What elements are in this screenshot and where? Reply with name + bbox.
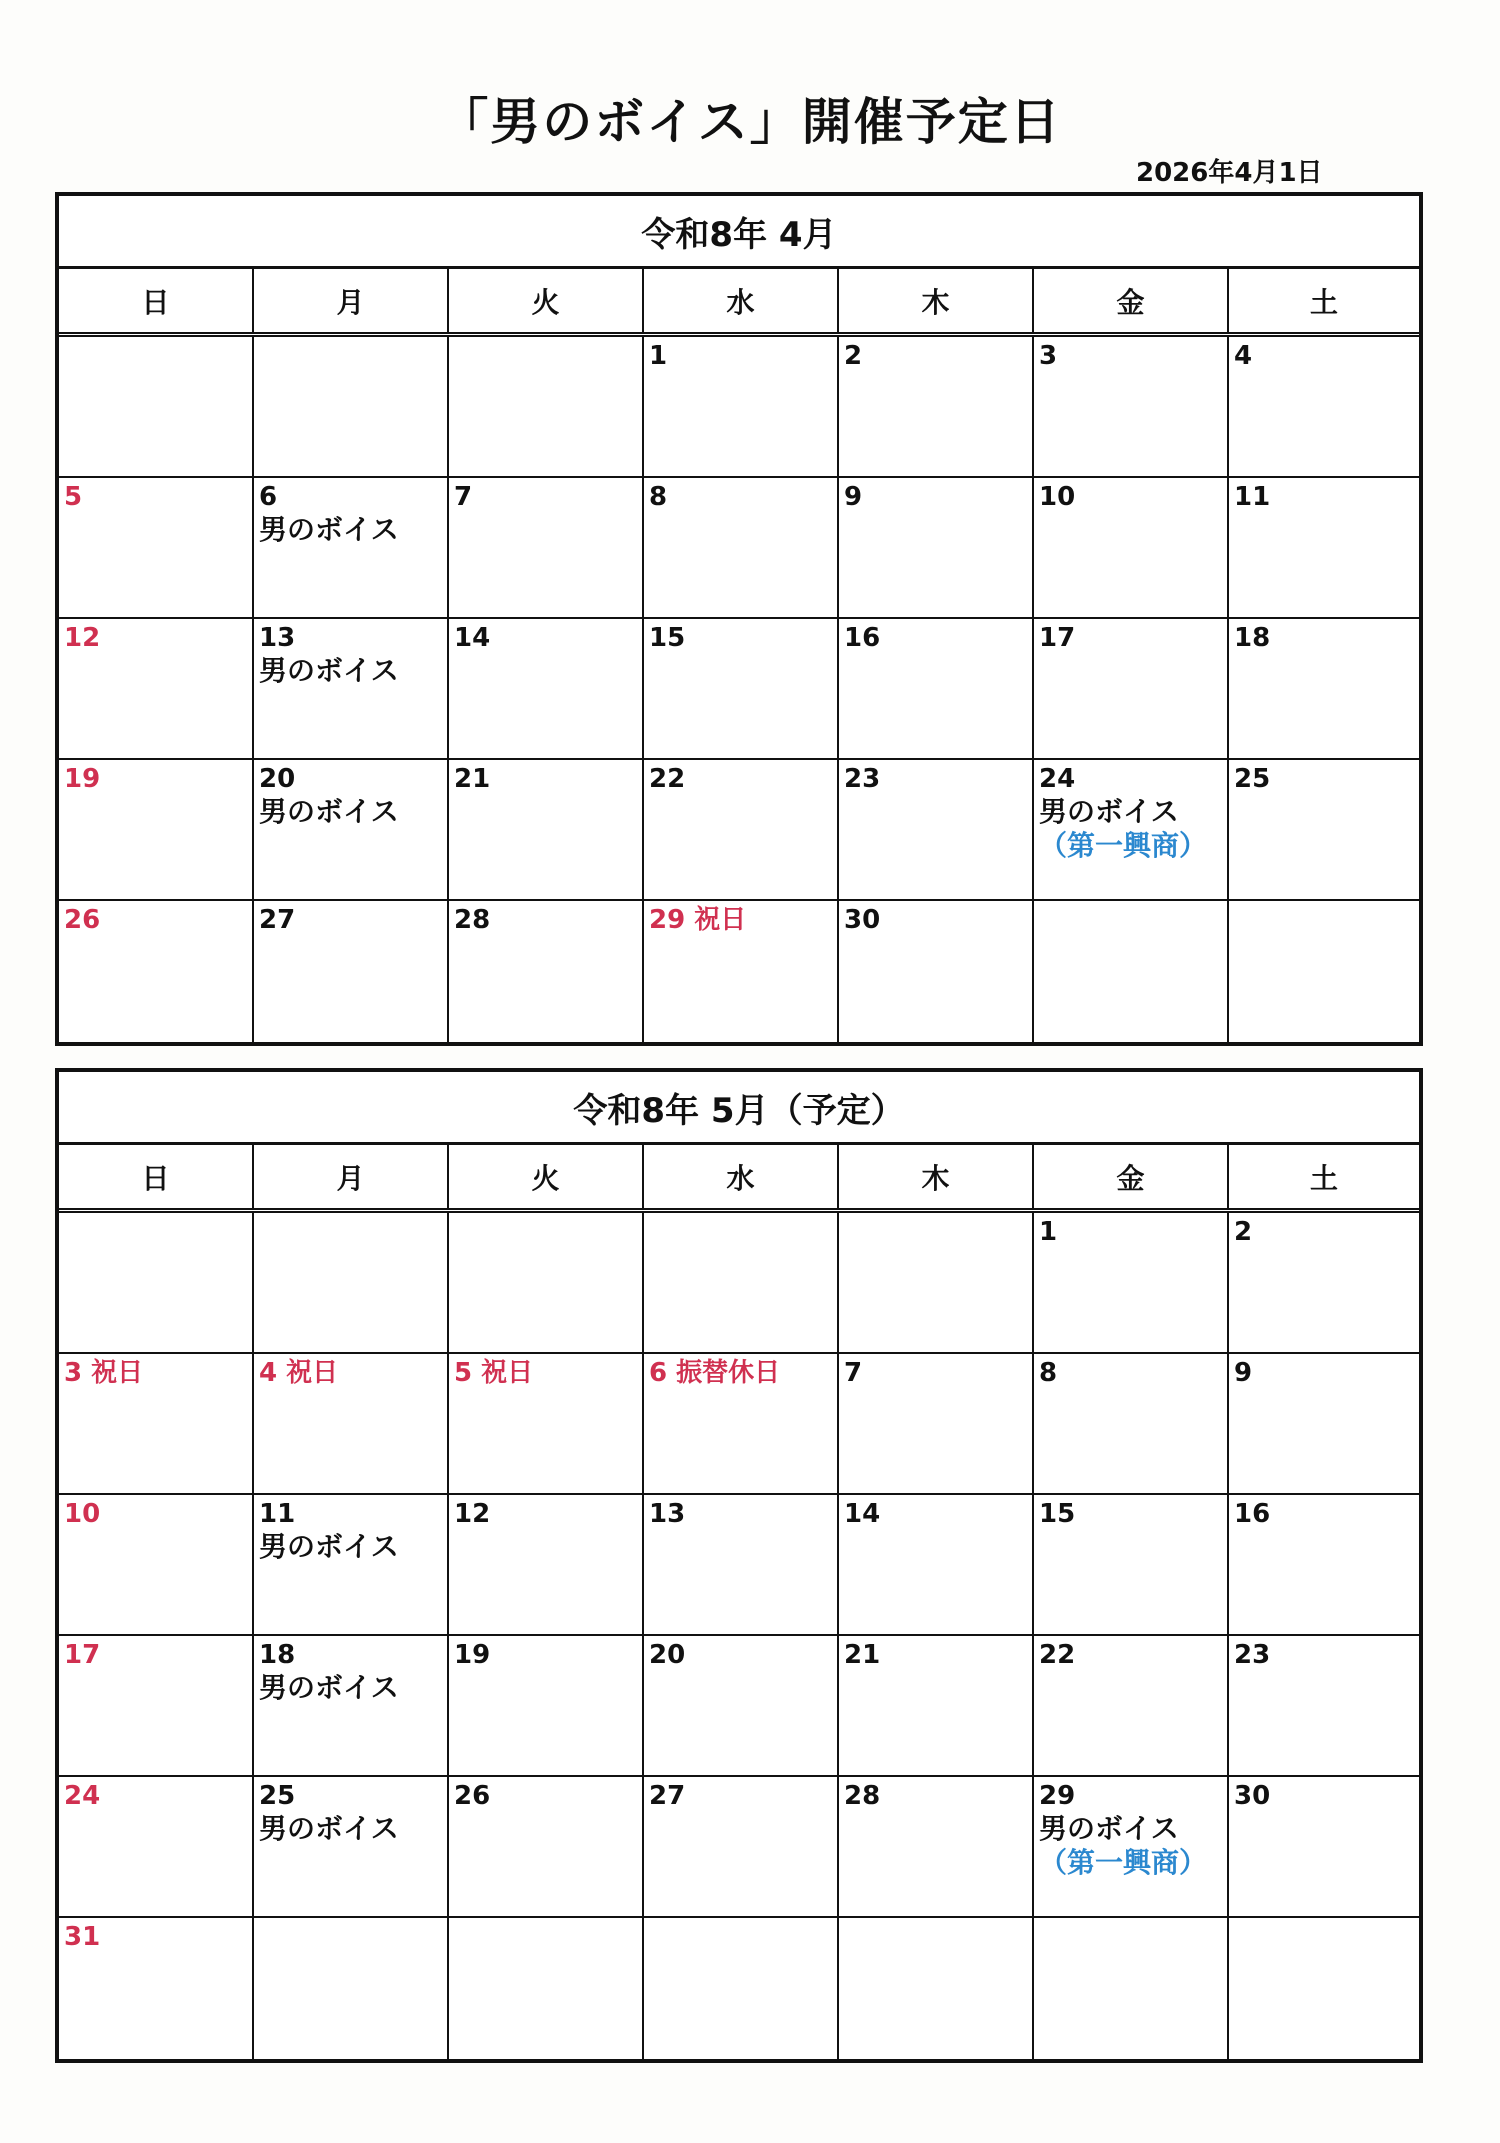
day-cell (449, 901, 644, 1042)
day-cell (839, 1777, 1034, 1916)
weekday-header: 水 (644, 269, 839, 332)
day-number: 21 (454, 764, 491, 794)
day-cell (1229, 1777, 1419, 1916)
day-number: 25 (259, 1781, 296, 1811)
week-row (59, 478, 1419, 619)
weekday-header: 月 (254, 1145, 449, 1208)
day-cell (449, 1495, 644, 1634)
day-cell (839, 1636, 1034, 1775)
day-number: 10 (64, 1499, 101, 1529)
day-cell (254, 1918, 449, 2059)
day-number: 16 (844, 623, 881, 653)
day-number: 17 (1039, 623, 1076, 653)
weekday-header: 日 (59, 1145, 254, 1208)
weekday-header: 日 (59, 269, 254, 332)
calendar-grid (59, 1213, 1419, 2059)
day-number: 18 (259, 1640, 296, 1670)
day-number: 20 (259, 764, 296, 794)
day-number: 24 (1039, 764, 1076, 794)
day-cell (1034, 1636, 1229, 1775)
day-number: 6 (259, 482, 278, 512)
day-cell (1229, 619, 1419, 758)
day-number: 13 (649, 1499, 686, 1529)
week-row (59, 1777, 1419, 1918)
day-number: 28 (844, 1781, 881, 1811)
day-cell (254, 1777, 449, 1916)
day-number: 14 (454, 623, 491, 653)
day-number: 5 (64, 482, 83, 512)
day-number: 15 (649, 623, 686, 653)
day-number: 2 (844, 341, 863, 371)
page-title: 「男のボイス」開催予定日 (438, 93, 1062, 151)
week-row (59, 901, 1419, 1042)
day-number: 22 (649, 764, 686, 794)
day-number: 9 (844, 482, 863, 512)
week-row (59, 337, 1419, 478)
day-cell (254, 1495, 449, 1634)
day-number: 9 (1234, 1358, 1253, 1388)
day-number: 30 (1234, 1781, 1271, 1811)
day-cell (59, 1777, 254, 1916)
day-cell (1034, 760, 1229, 899)
day-number: 5 祝日 (454, 1358, 534, 1388)
day-number: 19 (454, 1640, 491, 1670)
calendar-may (55, 1068, 1423, 2063)
weekday-header: 月 (254, 269, 449, 332)
event-venue-note: （第一興商） (1039, 1845, 1208, 1879)
event-label: 男のボイス (1039, 795, 1179, 829)
day-number: 13 (259, 623, 296, 653)
day-number: 7 (454, 482, 473, 512)
day-cell (644, 760, 839, 899)
weekday-header: 木 (839, 269, 1034, 332)
weekday-header: 土 (1309, 1161, 1338, 1195)
day-number: 4 (1234, 341, 1253, 371)
day-cell (449, 1213, 644, 1352)
event-label: 男のボイス (259, 654, 399, 688)
day-number: 10 (1039, 482, 1076, 512)
weekday-header: 木 (839, 1145, 1034, 1208)
day-cell (254, 901, 449, 1042)
day-number: 17 (64, 1640, 101, 1670)
day-cell (839, 619, 1034, 758)
day-cell (644, 1495, 839, 1634)
day-cell (59, 1636, 254, 1775)
weekday-header: 金 (1034, 1145, 1229, 1208)
day-number: 27 (649, 1781, 686, 1811)
day-number: 24 (64, 1781, 101, 1811)
calendar-heading: 令和8年 4月 (59, 196, 1419, 269)
day-number: 22 (1039, 1640, 1076, 1670)
day-number: 8 (1039, 1358, 1058, 1388)
weekday-header: 火 (449, 1145, 644, 1208)
day-number: 23 (1234, 1640, 1271, 1670)
event-label: 男のボイス (259, 1812, 399, 1846)
day-cell (644, 1636, 839, 1775)
day-cell (449, 1636, 644, 1775)
day-cell (1229, 760, 1419, 899)
event-label: 男のボイス (259, 513, 399, 547)
day-cell (254, 478, 449, 617)
day-cell (449, 1918, 644, 2059)
day-cell (1034, 1213, 1229, 1352)
day-number: 26 (454, 1781, 491, 1811)
day-number: 18 (1234, 623, 1271, 653)
day-cell (839, 1213, 1034, 1352)
day-number: 28 (454, 905, 491, 935)
day-number: 8 (649, 482, 668, 512)
day-number: 2 (1234, 1217, 1253, 1247)
day-cell (1229, 478, 1419, 617)
day-number: 7 (844, 1358, 863, 1388)
day-number: 26 (64, 905, 101, 935)
day-cell (1034, 1918, 1229, 2059)
day-cell (59, 478, 254, 617)
day-number: 27 (259, 905, 296, 935)
day-cell (644, 1354, 839, 1493)
day-cell (59, 337, 254, 476)
day-cell (839, 337, 1034, 476)
day-cell (449, 1777, 644, 1916)
day-cell (644, 478, 839, 617)
day-cell (1034, 1354, 1229, 1493)
day-number: 25 (1234, 764, 1271, 794)
day-number: 23 (844, 764, 881, 794)
weekday-header-row (59, 1145, 1419, 1213)
event-venue-note: （第一興商） (1039, 828, 1208, 862)
day-number: 4 祝日 (259, 1358, 339, 1388)
day-cell (59, 1213, 254, 1352)
day-number: 12 (454, 1499, 491, 1529)
day-cell (254, 1636, 449, 1775)
event-label: 男のボイス (1039, 1812, 1179, 1846)
week-row (59, 1636, 1419, 1777)
day-number: 12 (64, 623, 101, 653)
weekday-header: 火 (449, 269, 644, 332)
day-cell (449, 760, 644, 899)
day-cell (1229, 1495, 1419, 1634)
day-number: 31 (64, 1922, 101, 1952)
day-number: 3 (1039, 341, 1058, 371)
day-cell (1034, 337, 1229, 476)
day-number: 3 祝日 (64, 1358, 144, 1388)
event-label: 男のボイス (259, 1671, 399, 1705)
weekday-header: 金 (1034, 269, 1229, 332)
day-cell (1229, 1354, 1419, 1493)
week-row (59, 1354, 1419, 1495)
day-cell (1034, 1777, 1229, 1916)
week-row (59, 1213, 1419, 1354)
day-cell (644, 337, 839, 476)
day-cell (644, 1918, 839, 2059)
day-cell (1229, 901, 1419, 1042)
week-row (59, 1918, 1419, 2059)
day-cell (59, 760, 254, 899)
day-cell (254, 1213, 449, 1352)
day-cell (839, 478, 1034, 617)
day-cell (1229, 1213, 1419, 1352)
calendar-grid (59, 337, 1419, 1042)
day-cell (254, 760, 449, 899)
day-cell (59, 1354, 254, 1493)
day-cell (1034, 619, 1229, 758)
day-number: 1 (1039, 1217, 1058, 1247)
day-cell (449, 337, 644, 476)
day-cell (839, 1495, 1034, 1634)
day-cell (449, 1354, 644, 1493)
day-number: 1 (649, 341, 668, 371)
day-cell (1229, 337, 1419, 476)
week-row (59, 760, 1419, 901)
day-number: 21 (844, 1640, 881, 1670)
day-cell (59, 1495, 254, 1634)
event-label: 男のボイス (259, 795, 399, 829)
day-cell (254, 1354, 449, 1493)
weekday-header-row (59, 269, 1419, 337)
day-number: 30 (844, 905, 881, 935)
day-number: 19 (64, 764, 101, 794)
day-cell (59, 1918, 254, 2059)
week-row (59, 1495, 1419, 1636)
day-cell (839, 760, 1034, 899)
day-cell (839, 1918, 1034, 2059)
day-number: 14 (844, 1499, 881, 1529)
day-cell (644, 1213, 839, 1352)
day-cell (839, 1354, 1034, 1493)
day-cell (1229, 1636, 1419, 1775)
issue-date: 2026年4月1日 (1136, 158, 1323, 188)
day-cell (644, 1777, 839, 1916)
day-cell (1034, 478, 1229, 617)
day-number: 6 振替休日 (649, 1358, 781, 1388)
day-cell (644, 901, 839, 1042)
calendar-april (55, 192, 1423, 1046)
day-cell (839, 901, 1034, 1042)
day-cell (1034, 901, 1229, 1042)
day-number: 16 (1234, 1499, 1271, 1529)
day-cell (254, 337, 449, 476)
day-number: 20 (649, 1640, 686, 1670)
day-cell (59, 619, 254, 758)
weekday-header: 土 (1309, 285, 1338, 319)
day-number: 29 (1039, 1781, 1076, 1811)
weekday-header: 水 (644, 1145, 839, 1208)
calendar-heading: 令和8年 5月（予定） (59, 1072, 1419, 1145)
day-number: 11 (1234, 482, 1271, 512)
day-cell (449, 619, 644, 758)
day-cell (644, 619, 839, 758)
day-cell (449, 478, 644, 617)
day-cell (1034, 1495, 1229, 1634)
day-cell (254, 619, 449, 758)
event-label: 男のボイス (259, 1530, 399, 1564)
day-cell (1229, 1918, 1419, 2059)
day-number: 15 (1039, 1499, 1076, 1529)
day-number: 29 祝日 (649, 905, 747, 935)
week-row (59, 619, 1419, 760)
day-cell (59, 901, 254, 1042)
day-number: 11 (259, 1499, 296, 1529)
